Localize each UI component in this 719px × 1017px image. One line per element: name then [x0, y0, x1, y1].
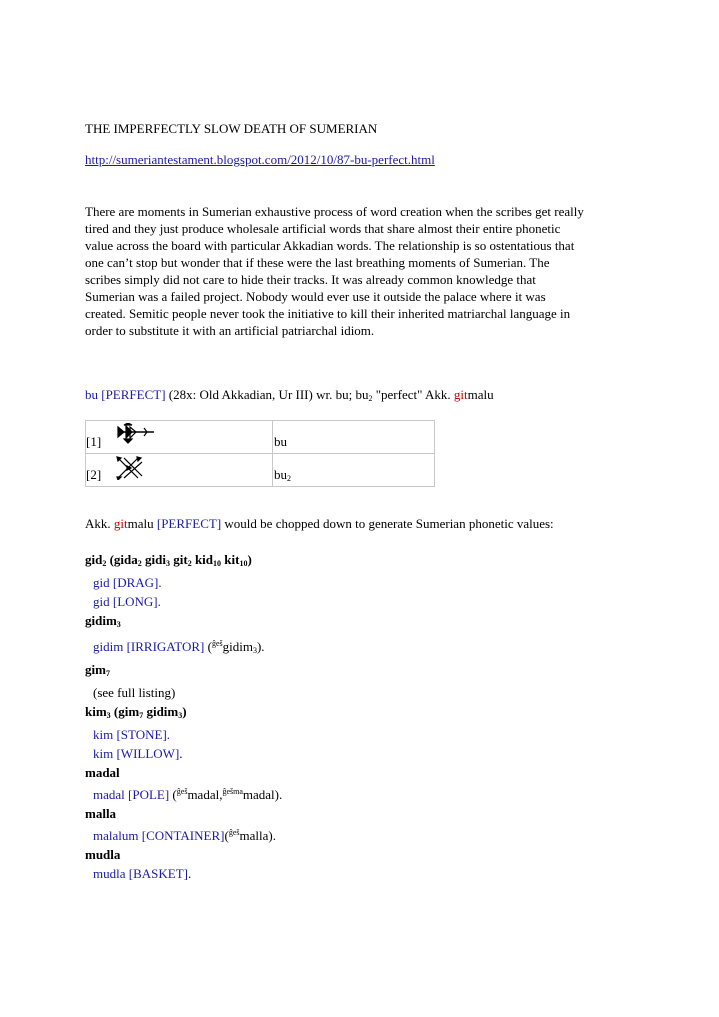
gloss-link-drag[interactable]: gid [DRAG]. — [93, 575, 162, 590]
intro-line: tired and they just produce wholesale artificial words that share almost their entire phonetic — [85, 221, 561, 236]
intro-line: order to substitute it with an artificial patriarchal idiom. — [85, 323, 375, 338]
value-cell — [273, 454, 435, 487]
paren: ). — [256, 639, 265, 654]
intro-line: value across the board with particular Akkadian words. The relationship is so ostentatious that — [85, 238, 575, 253]
intro-line: created. Semitic people never took the initiative to kill their inherited matriarchal language in — [85, 306, 571, 321]
gloss-link-long[interactable]: gid [LONG]. — [93, 594, 161, 609]
gloss-link-basket[interactable]: mudla [BASKET] — [93, 866, 188, 881]
word-sub: 3 — [252, 646, 257, 655]
paren: ( — [204, 639, 212, 654]
gloss-link-pole[interactable]: madal [POLE] — [93, 787, 170, 802]
list-subitem — [85, 782, 282, 804]
list-item — [85, 550, 282, 573]
headword-sub: 3 — [116, 620, 121, 629]
alt-sub: 2 — [187, 559, 192, 568]
headword: gidim — [85, 613, 117, 628]
list-subitem — [85, 744, 282, 763]
entry-details-sub: 2 — [368, 394, 373, 403]
alt-forms: git — [169, 552, 188, 567]
akk-sentence — [85, 516, 554, 532]
alt-forms: gidim — [143, 704, 179, 719]
paren: ( — [169, 787, 177, 802]
entry-details: (28x: Old Akkadian, Ur III) wr. bu; bu — [168, 387, 369, 402]
cuneiform-sign-table — [85, 420, 435, 487]
gloss-link-willow[interactable]: kim [WILLOW] — [93, 746, 180, 761]
source-link[interactable]: http://sumeriantestament.blogspot.com/2012/10/87-bu-perfect.html — [85, 152, 435, 167]
intro-line: scribes simply did not care to hide their tracks. It was already common knowledge that — [85, 272, 536, 287]
sumerian-word: malla). — [239, 828, 276, 843]
sumerian-word: gidim — [222, 639, 253, 654]
alt-forms: gidi — [141, 552, 166, 567]
cuneiform-bu2-icon — [116, 456, 144, 480]
list-subitem — [85, 864, 282, 883]
value-cell — [273, 421, 435, 454]
period: . — [179, 746, 183, 761]
entry-quote: "perfect" Akk. — [375, 387, 454, 402]
intro-line: one can’t stop but wonder that if these were the last breathing moments of Sumerian. The — [85, 255, 550, 270]
alt-sub: 7 — [139, 711, 144, 720]
gloss-link-container[interactable]: malalum [CONTAINER] — [93, 828, 225, 843]
sumerian-word: madal, — [187, 787, 223, 802]
table-row — [86, 421, 435, 454]
cuneiform-bu-icon — [116, 423, 156, 445]
gloss-link-irrigator[interactable]: gidim [IRRIGATOR] — [93, 639, 205, 654]
alt-forms: kit — [221, 552, 240, 567]
list-subitem — [85, 634, 282, 660]
akk-gloss-link[interactable]: [PERFECT] — [156, 516, 222, 531]
headword-sub: 3 — [106, 711, 111, 720]
determinative: ĝeš — [228, 828, 240, 837]
list-item — [85, 611, 282, 634]
alt-forms: ) — [247, 552, 252, 567]
alt-sub: 10 — [213, 559, 222, 568]
intro-line: There are moments in Sumerian exhaustive process of word creation when the scribes get really — [85, 204, 584, 219]
entry-akk-red: git — [453, 387, 468, 402]
row-number: [1] — [86, 434, 102, 449]
entry-line — [85, 387, 494, 403]
list-item: mudla — [85, 847, 121, 862]
alt-forms: (gida — [109, 552, 138, 567]
sign-value: bu — [274, 467, 287, 482]
akk-suffix: would be chopped down to generate Sumerian phonetic values: — [221, 516, 554, 531]
sign-cell — [86, 454, 273, 487]
headword: kim — [85, 704, 107, 719]
determinative: ĝešma — [222, 787, 243, 796]
akk-rest: malu — [127, 516, 157, 531]
alt-sub: 10 — [239, 559, 248, 568]
period: . — [187, 866, 192, 881]
list-item: madal — [85, 765, 120, 780]
alt-sub: 3 — [165, 559, 170, 568]
sumerian-word: madal). — [242, 787, 283, 802]
headword-sub: 7 — [105, 669, 110, 678]
determinative: ĝeš — [211, 639, 223, 648]
akk-prefix: Akk. — [85, 516, 114, 531]
sign-value: bu — [274, 434, 287, 449]
headword: gid — [85, 552, 103, 567]
alt-sub: 3 — [178, 711, 183, 720]
list-item — [85, 702, 282, 725]
row-number: [2] — [86, 467, 102, 482]
akk-red: git — [113, 516, 128, 531]
entry-word[interactable]: bu — [85, 387, 98, 402]
alt-sub: 2 — [137, 559, 142, 568]
intro-line: Sumerian was a failed project. Nobody would ever use it outside the palace where it was — [85, 289, 546, 304]
paren: ( — [224, 828, 229, 843]
page-title: THE IMPERFECTLY SLOW DEATH OF SUMERIAN — [85, 121, 378, 136]
determinative: ĝeš — [176, 787, 188, 796]
entry-gloss[interactable]: [PERFECT] — [101, 387, 166, 402]
list-item: malla — [85, 806, 117, 821]
table-row — [86, 454, 435, 487]
alt-forms: kid — [191, 552, 214, 567]
list-item — [85, 660, 282, 683]
sign-cell — [86, 421, 273, 454]
alt-forms: ) — [182, 704, 187, 719]
alt-forms: (gim — [110, 704, 140, 719]
list-subitem — [85, 823, 282, 845]
gloss-link-stone[interactable]: kim [STONE]. — [93, 727, 171, 742]
see-full-listing: (see full listing) — [93, 685, 176, 700]
entry-akk-rest: malu — [467, 387, 494, 402]
intro-paragraph — [85, 203, 645, 339]
headword: gim — [85, 662, 106, 677]
phonetic-value-list — [85, 550, 282, 883]
sign-value-sub: 2 — [287, 474, 291, 483]
headword-sub: 2 — [102, 559, 107, 568]
